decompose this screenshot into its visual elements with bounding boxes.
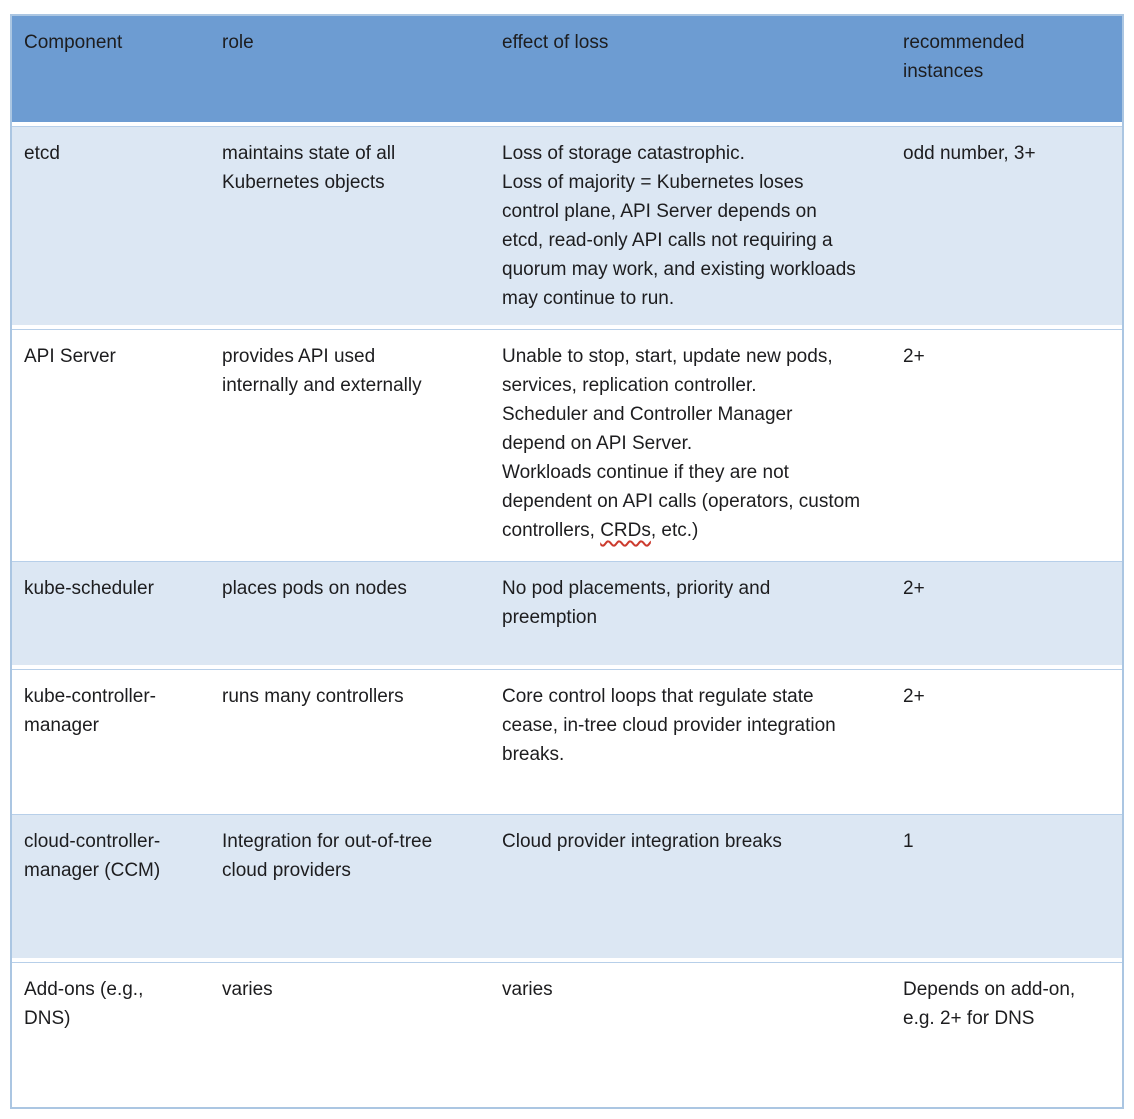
table-row — [12, 329, 1122, 557]
role-cell: Integration for out-of-tree cloud providers — [222, 831, 433, 881]
role-cell: places pods on nodes — [222, 578, 407, 599]
effect-of-loss-cell — [490, 330, 891, 557]
header-component: Component — [24, 32, 123, 53]
components-table — [10, 14, 1124, 1109]
effect-of-loss-cell — [490, 670, 891, 810]
table-header-row — [12, 16, 1122, 122]
component-cell: API Server — [24, 346, 116, 367]
table-row — [12, 669, 1122, 810]
component-cell: Add-ons (e.g., DNS) — [24, 979, 144, 1029]
table-row — [12, 126, 1122, 325]
recommended-instances-cell: 1 — [903, 831, 914, 852]
effect-of-loss-cell — [490, 127, 891, 325]
recommended-instances-cell: Depends on add-on, e.g. 2+ for DNS — [903, 979, 1076, 1029]
effect-paragraph: No pod placements, priority and preemption — [502, 578, 771, 628]
component-cell: kube-scheduler — [24, 578, 154, 599]
effect-paragraph: Scheduler and Controller Manager depend on API Server. — [502, 404, 793, 454]
table-row — [12, 561, 1122, 665]
recommended-instances-cell: odd number, 3+ — [903, 143, 1036, 164]
role-cell: varies — [222, 979, 273, 1000]
header-recommended-instances: recommended instances — [903, 32, 1025, 82]
header-effect-of-loss: effect of loss — [502, 32, 609, 53]
effect-paragraph: Unable to stop, start, update new pods, services, replication controller. — [502, 346, 833, 396]
role-cell: maintains state of all Kubernetes objects — [222, 143, 396, 193]
table-row — [12, 962, 1122, 1107]
table-row — [12, 814, 1122, 958]
effect-paragraph: varies — [502, 979, 553, 1000]
header-role: role — [222, 32, 254, 53]
role-cell: runs many controllers — [222, 686, 404, 707]
effect-paragraph: Core control loops that regulate state cease, in-tree cloud provider integration breaks. — [502, 686, 836, 765]
recommended-instances-cell: 2+ — [903, 686, 925, 707]
component-cell: etcd — [24, 143, 60, 164]
recommended-instances-cell: 2+ — [903, 578, 925, 599]
effect-paragraph: Loss of storage catastrophic. — [502, 143, 745, 164]
table-body — [12, 126, 1122, 1107]
effect-paragraph: Loss of majority = Kubernetes loses control plane, API Server depends on etcd, read-only API calls not requiring a quorum may work, and existing workloads may continue to run. — [502, 172, 856, 309]
component-cell: cloud-controller-manager (CCM) — [24, 831, 161, 881]
effect-paragraph: Cloud provider integration breaks — [502, 831, 782, 852]
effect-of-loss-cell — [490, 815, 891, 958]
effect-of-loss-cell — [490, 562, 891, 665]
component-cell: kube-controller-manager — [24, 686, 156, 736]
effect-paragraph: Workloads continue if they are not dependent on API calls (operators, custom controllers, CRDs, etc.) — [502, 462, 861, 541]
role-cell: provides API used internally and externally — [222, 346, 422, 396]
misspelled-word: CRDs — [600, 520, 651, 541]
effect-of-loss-cell — [490, 963, 891, 1107]
recommended-instances-cell: 2+ — [903, 346, 925, 367]
